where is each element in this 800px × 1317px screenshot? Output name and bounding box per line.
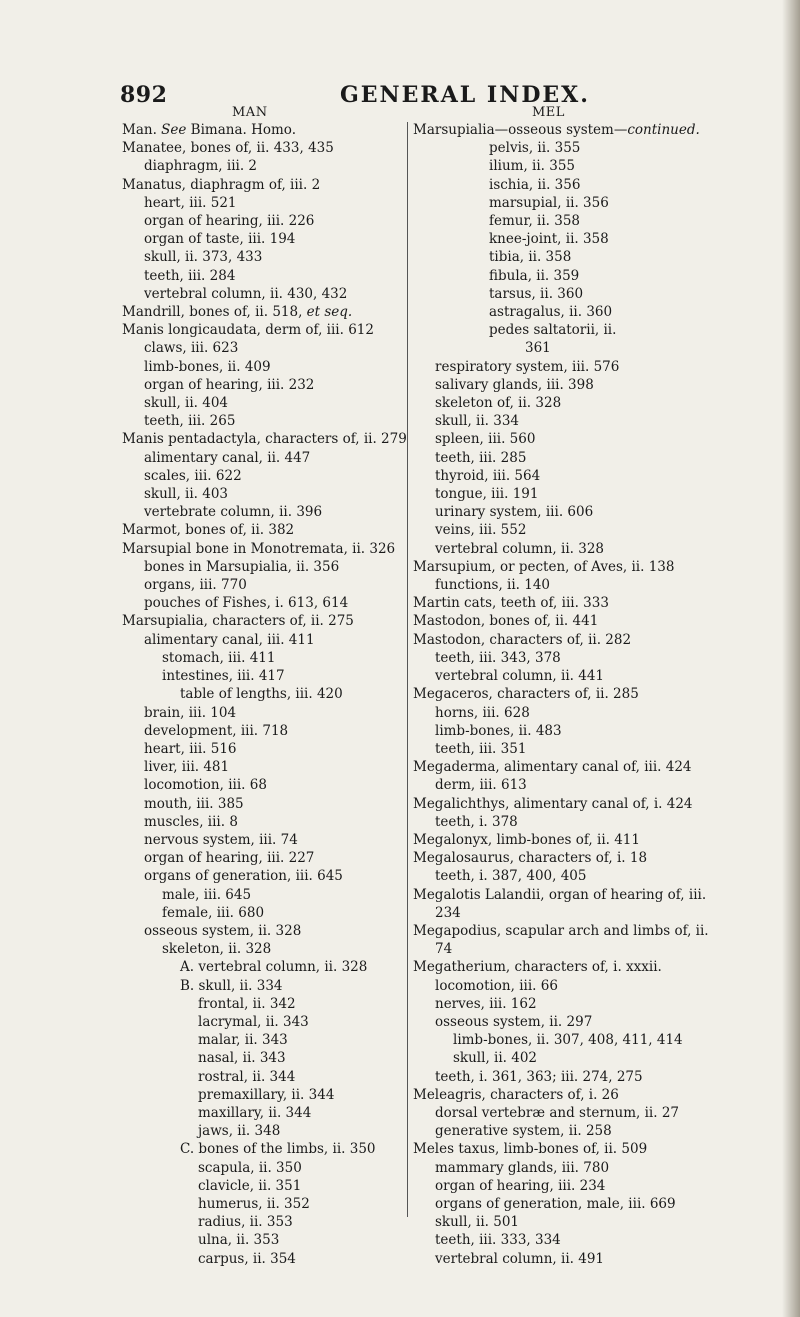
index-subentry: lacrymal, ii. 343 xyxy=(198,1013,309,1030)
index-subentry: malar, ii. 343 xyxy=(198,1032,288,1049)
index-heading: Megaderma, alimentary canal of, iii. 424 xyxy=(413,759,692,776)
index-column-right xyxy=(413,121,783,1268)
index-subentry: 361 xyxy=(525,340,551,357)
index-subentry: radius, ii. 353 xyxy=(198,1214,293,1231)
index-subentry: tongue, iii. 191 xyxy=(435,486,539,503)
index-heading: Megaceros, characters of, ii. 285 xyxy=(413,686,639,703)
index-subentry: ulna, ii. 353 xyxy=(198,1232,280,1249)
index-subentry: limb-bones, ii. 409 xyxy=(144,358,271,375)
index-subentry: skull, ii. 501 xyxy=(435,1214,520,1231)
index-subentry: teeth, i. 361, 363; iii. 274, 275 xyxy=(435,1068,643,1085)
index-subentry: respiratory system, iii. 576 xyxy=(435,358,620,375)
index-subentry: teeth, iii. 333, 334 xyxy=(435,1232,561,1249)
index-subentry: femur, ii. 358 xyxy=(489,213,581,230)
index-subentry: teeth, i. 387, 400, 405 xyxy=(435,868,587,885)
index-subentry: ischia, ii. 356 xyxy=(489,176,581,193)
index-subentry: organ of hearing, iii. 234 xyxy=(435,1177,606,1194)
index-heading: Megalonyx, limb-bones of, ii. 411 xyxy=(413,831,640,848)
index-subentry: female, iii. 680 xyxy=(162,904,265,921)
column-divider xyxy=(407,122,408,1217)
index-subentry: mouth, iii. 385 xyxy=(144,795,244,812)
index-heading: Marsupialia, characters of, ii. 275 xyxy=(122,613,354,630)
index-subentry: organ of hearing, iii. 232 xyxy=(144,376,315,393)
index-subentry: limb-bones, ii. 307, 408, 411, 414 xyxy=(453,1032,683,1049)
index-subentry: vertebrate column, ii. 396 xyxy=(144,504,323,521)
index-subentry: liver, iii. 481 xyxy=(144,759,230,776)
index-subentry: ilium, ii. 355 xyxy=(489,158,576,175)
index-subentry: male, iii. 645 xyxy=(162,886,252,903)
guide-word-left: MAN xyxy=(232,105,268,120)
index-subentry: nasal, ii. 343 xyxy=(198,1050,286,1067)
index-subentry: heart, iii. 516 xyxy=(144,740,237,757)
index-heading: Mandrill, bones of, ii. 518, et seq. xyxy=(122,304,353,321)
index-heading: Man. See Bimana. Homo. xyxy=(122,122,296,138)
index-subentry: bones in Marsupialia, ii. 356 xyxy=(144,558,340,575)
index-subentry: pelvis, ii. 355 xyxy=(489,140,581,157)
index-heading: Meleagris, characters of, i. 26 xyxy=(413,1086,619,1103)
index-subentry: vertebral column, ii. 328 xyxy=(435,540,605,557)
index-heading: Megapodius, scapular arch and limbs of, ii. xyxy=(413,922,709,939)
index-subentry: osseous system, ii. 328 xyxy=(144,922,302,939)
index-heading: Mastodon, bones of, ii. 441 xyxy=(413,613,599,630)
index-subentry: mammary glands, iii. 780 xyxy=(435,1159,610,1176)
index-subentry: spleen, iii. 560 xyxy=(435,431,536,448)
index-subentry: heart, iii. 521 xyxy=(144,194,237,211)
index-subentry: organ of hearing, iii. 227 xyxy=(144,850,315,867)
index-subentry: nerves, iii. 162 xyxy=(435,995,537,1012)
index-subentry: jaws, ii. 348 xyxy=(198,1123,281,1140)
index-subentry: vertebral column, ii. 430, 432 xyxy=(144,285,348,302)
index-subentry: locomotion, iii. 66 xyxy=(435,977,558,994)
index-subentry: intestines, iii. 417 xyxy=(162,668,285,685)
index-subentry: brain, iii. 104 xyxy=(144,704,237,721)
page-number: 892 xyxy=(120,82,168,108)
index-heading: Marmot, bones of, ii. 382 xyxy=(122,522,295,539)
index-subentry: locomotion, iii. 68 xyxy=(144,777,267,794)
index-subentry: clavicle, ii. 351 xyxy=(198,1177,302,1194)
index-subentry: dorsal vertebræ and sternum, ii. 27 xyxy=(435,1104,680,1121)
index-subentry: skull, ii. 402 xyxy=(453,1050,538,1067)
index-subentry: vertebral column, ii. 491 xyxy=(435,1250,605,1267)
index-heading: Megalichthys, alimentary canal of, i. 424 xyxy=(413,795,693,812)
index-subentry: rostral, ii. 344 xyxy=(198,1068,296,1085)
index-column-left xyxy=(122,121,452,1268)
index-subentry: veins, iii. 552 xyxy=(435,522,527,539)
index-subentry: teeth, iii. 284 xyxy=(144,267,236,284)
index-subentry: skull, ii. 403 xyxy=(144,486,229,503)
index-subentry: skeleton of, ii. 328 xyxy=(435,395,562,412)
index-subentry: teeth, iii. 265 xyxy=(144,413,236,430)
index-subentry: skeleton, ii. 328 xyxy=(162,941,272,958)
index-subentry: table of lengths, iii. 420 xyxy=(180,686,343,703)
index-subentry: knee-joint, ii. 358 xyxy=(489,231,609,248)
index-subentry: 234 xyxy=(435,904,461,921)
index-heading: Manis pentadactyla, characters of, ii. 279 xyxy=(122,431,407,448)
index-subentry: pedes saltatorii, ii. xyxy=(489,322,617,339)
index-subentry: salivary glands, iii. 398 xyxy=(435,376,594,393)
index-subentry: B. skull, ii. 334 xyxy=(180,977,283,994)
guide-word-right: MEL xyxy=(532,105,565,120)
index-subentry: pouches of Fishes, i. 613, 614 xyxy=(144,595,349,612)
index-subentry: fibula, ii. 359 xyxy=(489,267,580,284)
index-heading: Manatee, bones of, ii. 433, 435 xyxy=(122,140,334,157)
index-subentry: teeth, iii. 343, 378 xyxy=(435,649,561,666)
index-heading: Marsupial bone in Monotremata, ii. 326 xyxy=(122,540,396,557)
index-subentry: teeth, iii. 285 xyxy=(435,449,527,466)
index-subentry: tarsus, ii. 360 xyxy=(489,285,584,302)
index-heading: Megatherium, characters of, i. xxxii. xyxy=(413,959,662,976)
index-subentry: maxillary, ii. 344 xyxy=(198,1104,312,1121)
index-subentry: organs of generation, iii. 645 xyxy=(144,868,343,885)
index-subentry: muscles, iii. 8 xyxy=(144,813,238,830)
index-subentry: tibia, ii. 358 xyxy=(489,249,572,266)
index-subentry: vertebral column, ii. 441 xyxy=(435,668,605,685)
index-subentry: organs, iii. 770 xyxy=(144,577,247,594)
index-subentry: derm, iii. 613 xyxy=(435,777,527,794)
index-subentry: skull, ii. 373, 433 xyxy=(144,249,263,266)
page-header xyxy=(0,82,800,112)
index-subentry: C. bones of the limbs, ii. 350 xyxy=(180,1141,376,1158)
index-subentry: A. vertebral column, ii. 328 xyxy=(180,959,368,976)
index-subentry: 74 xyxy=(435,941,453,958)
index-heading: Manatus, diaphragm of, iii. 2 xyxy=(122,176,321,193)
index-heading: Manis longicaudata, derm of, iii. 612 xyxy=(122,322,374,339)
index-subentry: organ of taste, iii. 194 xyxy=(144,231,296,248)
page-edge-shadow xyxy=(782,0,800,1317)
index-subentry: limb-bones, ii. 483 xyxy=(435,722,562,739)
index-subentry: carpus, ii. 354 xyxy=(198,1250,296,1267)
index-subentry: thyroid, iii. 564 xyxy=(435,467,541,484)
index-subentry: alimentary canal, ii. 447 xyxy=(144,449,311,466)
index-subentry: development, iii. 718 xyxy=(144,722,289,739)
index-subentry: marsupial, ii. 356 xyxy=(489,194,609,211)
index-subentry: organs of generation, male, iii. 669 xyxy=(435,1195,676,1212)
index-subentry: scales, iii. 622 xyxy=(144,467,242,484)
index-subentry: diaphragm, iii. 2 xyxy=(144,158,257,175)
index-heading: Martin cats, teeth of, iii. 333 xyxy=(413,595,609,612)
index-subentry: teeth, i. 378 xyxy=(435,813,518,830)
index-heading: Mastodon, characters of, ii. 282 xyxy=(413,631,632,648)
index-subentry: horns, iii. 628 xyxy=(435,704,530,721)
index-heading: Megalotis Lalandii, organ of hearing of, iii. xyxy=(413,886,707,903)
index-subentry: alimentary canal, iii. 411 xyxy=(144,631,315,648)
running-title: GENERAL INDEX. xyxy=(340,82,590,108)
index-subentry: teeth, iii. 351 xyxy=(435,740,527,757)
index-subentry: humerus, ii. 352 xyxy=(198,1195,310,1212)
index-subentry: astragalus, ii. 360 xyxy=(489,304,613,321)
index-subentry: frontal, ii. 342 xyxy=(198,995,296,1012)
index-subentry: organ of hearing, iii. 226 xyxy=(144,213,315,230)
index-subentry: premaxillary, ii. 344 xyxy=(198,1086,335,1103)
index-subentry: generative system, ii. 258 xyxy=(435,1123,612,1140)
index-subentry: functions, ii. 140 xyxy=(435,577,551,594)
index-subentry: nervous system, iii. 74 xyxy=(144,831,298,848)
index-subentry: skull, ii. 334 xyxy=(435,413,520,430)
index-heading: Megalosaurus, characters of, i. 18 xyxy=(413,850,648,867)
index-heading: Marsupialia—osseous system—continued. xyxy=(413,122,700,138)
index-subentry: stomach, iii. 411 xyxy=(162,649,276,666)
index-subentry: claws, iii. 623 xyxy=(144,340,239,357)
index-heading: Marsupium, or pecten, of Aves, ii. 138 xyxy=(413,558,675,575)
index-subentry: urinary system, iii. 606 xyxy=(435,504,594,521)
index-subentry: skull, ii. 404 xyxy=(144,395,229,412)
index-subentry: osseous system, ii. 297 xyxy=(435,1013,593,1030)
index-subentry: scapula, ii. 350 xyxy=(198,1159,302,1176)
index-heading: Meles taxus, limb-bones of, ii. 509 xyxy=(413,1141,648,1158)
